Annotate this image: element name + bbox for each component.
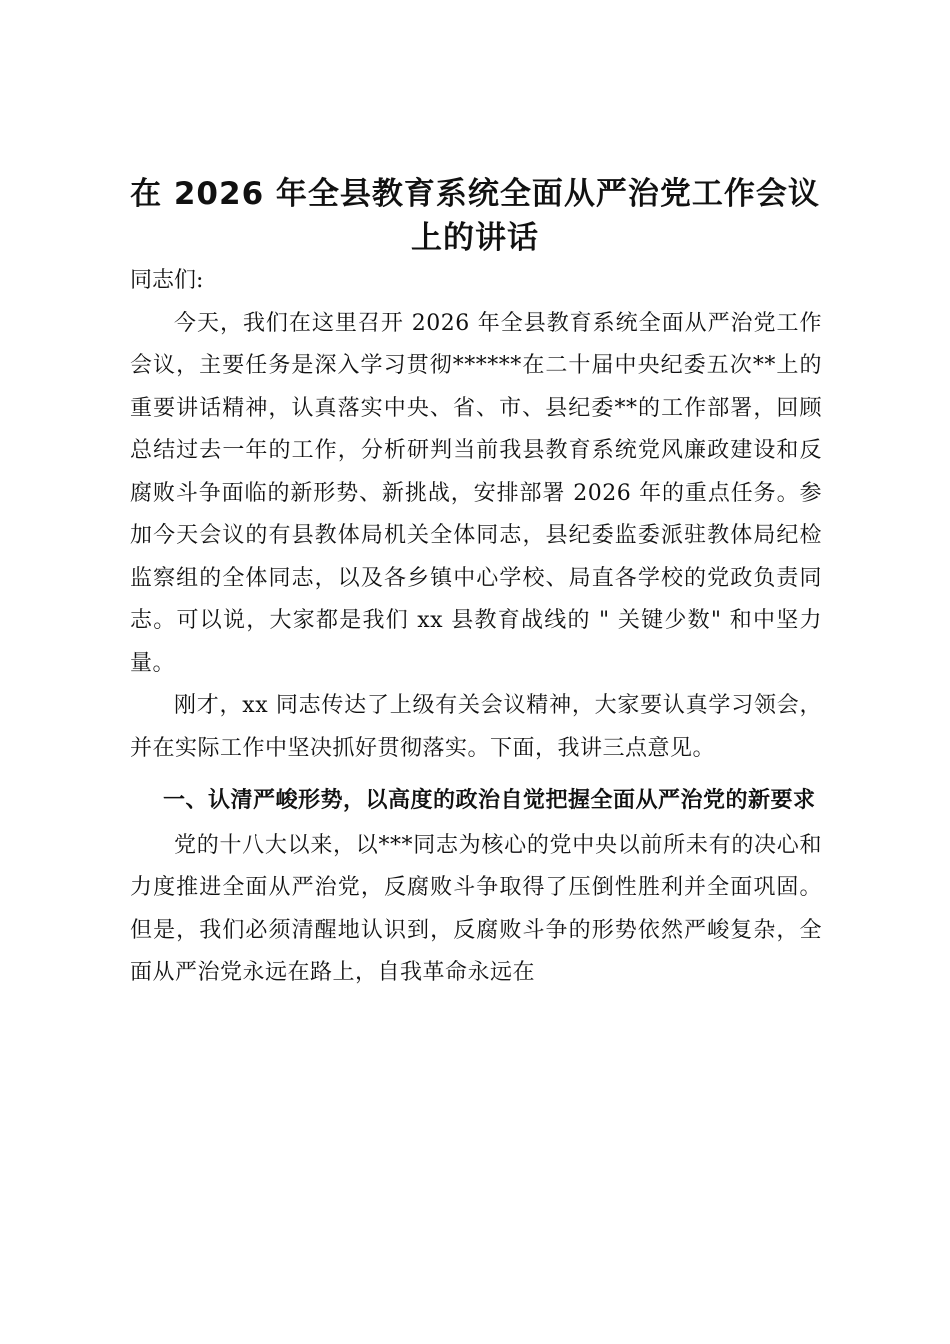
paragraph-opening: 今天，我们在这里召开 2026 年全县教育系统全面从严治党工作会议，主要任务是深入学习贯彻******在二十届中央纪委五次**上的重要讲话精神，认真落实中央、省、市、县纪委**的工作部署，回顾总结过去一年的工作，分析研判当前我县教育系统党风廉政建设和反腐败斗争面临的新形势、新挑战，安排部署 2026 年的重点任务。参加今天会议的有县教体局机关全体同志，县纪委监委派驻教体局纪检监察组的全体同志，以及各乡镇中心学校、局直各学校的党政负责同志。可以说，大家都是我们 xx 县教育战线的 " 关键少数" 和中坚力量。: [130, 310, 822, 676]
paragraph-section-1: 党的十八大以来，以***同志为核心的党中央以前所未有的决心和力度推进全面从严治党，反腐败斗争取得了压倒性胜利并全面巩固。但是，我们必须清醒地认识到，反腐败斗争的形势依然严峻复杂，全面从严治党永远在路上，自我革命永远在: [130, 832, 822, 985]
document-body: [130, 260, 822, 995]
document-title: 在 2026 年全县教育系统全面从严治党工作会议上的讲话: [130, 176, 820, 256]
section-heading-1: 一、认清严峻形势，以高度的政治自觉把握全面从严治党的新要求: [163, 788, 816, 813]
salutation: 同志们:: [130, 268, 204, 293]
paragraph-transition: 刚才，xx 同志传达了上级有关会议精神，大家要认真学习领会，并在实际工作中坚决抓好贯彻落实。下面，我讲三点意见。: [130, 693, 822, 761]
